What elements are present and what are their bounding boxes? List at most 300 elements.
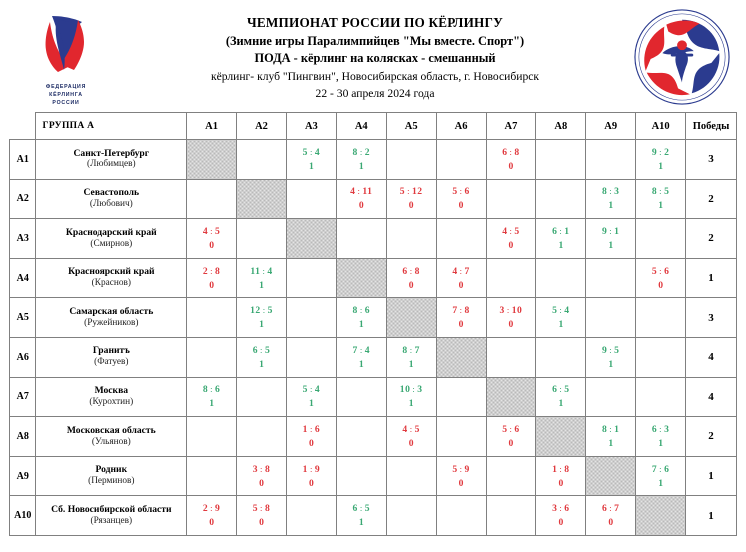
federation-line-2: КЁРЛИНГА — [49, 91, 83, 98]
table-row — [10, 496, 737, 536]
score-for: 6 — [352, 503, 358, 515]
score-line — [203, 266, 220, 277]
match-points: 1 — [658, 477, 664, 489]
team-code: A2 — [10, 179, 36, 219]
team-code: A8 — [10, 417, 36, 457]
match-points: 1 — [259, 279, 264, 291]
match-result-cell — [386, 337, 436, 377]
match-points: 0 — [458, 200, 464, 212]
score-for: 4 — [402, 423, 408, 435]
score-against: 6 — [215, 384, 221, 396]
match-result — [237, 266, 286, 291]
score-against: 2 — [664, 146, 670, 158]
empty-match-cell — [436, 140, 486, 180]
score-against: 8 — [264, 503, 271, 515]
score-line — [552, 384, 569, 395]
match-points: 0 — [508, 239, 514, 251]
empty-match-cell — [486, 179, 536, 219]
team-name: Гранитъ — [92, 345, 130, 357]
match-result-cell — [486, 417, 536, 457]
match-result-cell — [336, 298, 386, 338]
match-result-cell — [536, 496, 586, 536]
match-result-cell — [586, 219, 636, 259]
match-result — [287, 464, 336, 489]
match-points: 1 — [358, 319, 364, 331]
score-line — [602, 424, 619, 435]
match-points: 0 — [209, 279, 214, 291]
group-a-results-table — [9, 112, 737, 536]
score-against: 6 — [364, 305, 371, 317]
match-result — [437, 305, 486, 330]
match-result — [337, 186, 386, 211]
score-for: 4 — [350, 186, 356, 198]
score-line — [602, 503, 619, 514]
score-against: 9 — [464, 463, 470, 475]
score-line — [502, 424, 519, 435]
empty-match-cell — [286, 298, 336, 338]
match-points: 0 — [259, 477, 264, 489]
diagonal-blocked-cell — [187, 140, 237, 180]
score-for: 5 — [452, 463, 458, 475]
score-separator: : — [609, 186, 613, 197]
team-name: Самарская область — [69, 305, 154, 317]
match-result-cell — [536, 377, 586, 417]
match-result — [586, 345, 635, 370]
column-header-a10: A10 — [636, 113, 686, 140]
match-points: 0 — [358, 200, 364, 212]
match-points: 0 — [458, 477, 464, 489]
score-against: 5 — [364, 503, 371, 515]
match-result-cell — [636, 417, 686, 457]
match-result — [337, 345, 386, 370]
match-result — [237, 503, 286, 528]
match-result — [487, 305, 536, 330]
match-result — [337, 147, 386, 172]
table-row — [10, 337, 737, 377]
column-header-wins: Победы — [686, 113, 737, 140]
wins-count: 3 — [686, 140, 737, 180]
empty-match-cell — [187, 179, 237, 219]
match-result-cell — [486, 140, 536, 180]
score-for: 7 — [651, 463, 658, 475]
empty-match-cell — [586, 258, 636, 298]
score-against: 8 — [464, 305, 470, 317]
team-name: Красноярский край — [68, 266, 155, 278]
match-points: 1 — [658, 200, 664, 212]
score-against: 1 — [564, 225, 570, 237]
diagonal-blocked-cell — [436, 337, 486, 377]
match-result-cell — [237, 337, 287, 377]
score-separator: : — [559, 503, 563, 514]
table-row — [10, 140, 737, 180]
score-line — [203, 384, 220, 395]
score-separator: : — [659, 186, 663, 197]
table-row — [10, 298, 737, 338]
score-separator: : — [609, 423, 613, 434]
team-cell — [36, 417, 187, 457]
match-points: 0 — [558, 517, 564, 529]
championship-title: ЧЕМПИОНАТ РОССИИ ПО КЁРЛИНГУ — [247, 15, 503, 30]
column-header-a9: A9 — [586, 113, 636, 140]
score-separator: : — [210, 265, 214, 276]
diagonal-blocked-cell — [536, 417, 586, 457]
match-points: 0 — [508, 160, 514, 172]
paralympic-winter-games-logo — [618, 4, 746, 106]
empty-match-cell — [286, 337, 336, 377]
score-line — [402, 266, 419, 277]
match-result-cell — [237, 298, 287, 338]
match-result — [536, 226, 585, 251]
venue-line: кёрлинг- клуб "Пингвин", Новосибирская область, г. Новосибирск — [210, 69, 540, 83]
score-line — [452, 464, 469, 475]
match-result-cell — [386, 417, 436, 457]
team-cell — [36, 496, 187, 536]
score-against: 5 — [215, 225, 221, 237]
team-skip: (Любимцев) — [87, 159, 136, 170]
score-for: 9 — [601, 225, 608, 237]
score-against: 7 — [414, 344, 420, 356]
column-header-a3: A3 — [286, 113, 336, 140]
match-result — [387, 345, 436, 370]
match-result — [187, 266, 236, 291]
empty-match-cell — [386, 456, 436, 496]
match-result-cell — [336, 496, 386, 536]
score-separator: : — [359, 305, 363, 316]
score-line — [652, 186, 669, 197]
score-against: 4 — [364, 344, 371, 356]
team-cell — [36, 456, 187, 496]
team-cell — [36, 219, 187, 259]
team-name: Севастополь — [83, 187, 140, 199]
match-points: 0 — [558, 477, 564, 489]
score-separator: : — [309, 463, 313, 474]
empty-match-cell — [386, 140, 436, 180]
match-result-cell — [486, 219, 536, 259]
team-skip: (Краснов) — [91, 278, 131, 289]
score-for: 9 — [651, 146, 658, 158]
team-code: A3 — [10, 219, 36, 259]
match-result — [487, 147, 536, 172]
match-result-cell — [436, 456, 486, 496]
score-against: 2 — [364, 146, 371, 158]
match-result-cell — [336, 337, 386, 377]
score-separator: : — [260, 463, 263, 474]
score-separator: : — [359, 503, 363, 514]
match-points: 1 — [259, 358, 264, 370]
score-against: 9 — [215, 503, 221, 515]
match-result — [636, 424, 685, 449]
score-for: 4 — [202, 225, 209, 237]
score-line — [652, 424, 669, 435]
empty-match-cell — [187, 337, 237, 377]
match-result-cell — [636, 140, 686, 180]
score-separator: : — [659, 265, 663, 276]
match-result — [487, 226, 536, 251]
match-points: 1 — [209, 398, 214, 410]
empty-match-cell — [436, 496, 486, 536]
discipline-line: ПОДА - кёрлинг на колясках - смешанный — [254, 51, 496, 66]
match-points: 1 — [608, 200, 614, 212]
score-line — [250, 305, 273, 316]
empty-match-cell — [536, 140, 586, 180]
score-against: 6 — [664, 265, 670, 277]
match-result — [586, 503, 635, 528]
column-header-a4: A4 — [336, 113, 386, 140]
match-points: 1 — [408, 358, 414, 370]
empty-match-cell — [636, 337, 686, 377]
match-result-cell — [187, 258, 237, 298]
match-result-cell — [436, 298, 486, 338]
match-points: 1 — [608, 239, 614, 251]
score-for: 5 — [302, 384, 308, 396]
federation-line-1: ФЕДЕРАЦИЯ — [45, 84, 87, 90]
match-points: 0 — [608, 517, 614, 529]
score-for: 6 — [502, 146, 508, 158]
team-skip: (Ульянов) — [91, 436, 131, 447]
score-line — [303, 147, 320, 158]
score-separator: : — [262, 305, 266, 316]
score-against: 5 — [564, 384, 570, 396]
match-result — [287, 384, 336, 409]
match-result-cell — [187, 496, 237, 536]
match-result — [337, 305, 386, 330]
match-result-cell — [586, 417, 636, 457]
match-points: 0 — [658, 279, 664, 291]
match-result — [387, 424, 436, 449]
team-skip: (Любович) — [89, 199, 133, 210]
empty-match-cell — [237, 417, 287, 457]
diagonal-blocked-cell — [636, 496, 686, 536]
score-against: 6 — [514, 423, 520, 435]
table-row — [10, 377, 737, 417]
score-for: 5 — [252, 503, 259, 515]
match-result — [237, 345, 286, 370]
score-line — [602, 186, 619, 197]
team-cell — [36, 298, 187, 338]
empty-match-cell — [586, 377, 636, 417]
match-result — [287, 147, 336, 172]
score-for: 6 — [402, 265, 408, 277]
match-result-cell — [636, 456, 686, 496]
match-result-cell — [187, 219, 237, 259]
score-for: 4 — [502, 225, 508, 237]
empty-match-cell — [336, 219, 386, 259]
score-against: 3 — [614, 186, 620, 198]
diagonal-blocked-cell — [336, 258, 386, 298]
match-points: 1 — [658, 160, 664, 172]
score-separator: : — [609, 503, 613, 514]
score-against: 6 — [664, 463, 670, 475]
score-separator: : — [559, 225, 563, 236]
empty-match-cell — [486, 337, 536, 377]
table-row — [10, 417, 737, 457]
match-result-cell — [536, 219, 586, 259]
score-separator: : — [509, 146, 513, 157]
match-result-cell — [386, 377, 436, 417]
match-points: 1 — [558, 398, 564, 410]
score-for: 9 — [601, 344, 608, 356]
score-line — [502, 147, 519, 158]
match-points: 1 — [259, 319, 264, 331]
team-name: Московская область — [66, 424, 156, 436]
match-result-cell — [386, 258, 436, 298]
score-for: 5 — [452, 186, 458, 198]
empty-match-cell — [486, 496, 536, 536]
empty-match-cell — [436, 219, 486, 259]
score-for: 5 — [502, 423, 508, 435]
wins-count: 4 — [686, 377, 737, 417]
score-line — [652, 464, 669, 475]
match-points: 0 — [209, 517, 214, 529]
match-result-cell — [486, 298, 536, 338]
score-line — [303, 464, 320, 475]
empty-match-cell — [237, 219, 287, 259]
match-result — [536, 384, 585, 409]
match-result-cell — [336, 179, 386, 219]
score-separator: : — [309, 423, 313, 434]
event-title-block — [132, 4, 618, 103]
score-against: 3 — [664, 423, 670, 435]
match-result-cell — [586, 496, 636, 536]
score-against: 9 — [314, 463, 321, 475]
score-for: 6 — [552, 384, 558, 396]
score-separator: : — [359, 344, 363, 355]
score-separator: : — [609, 225, 613, 236]
score-separator: : — [210, 384, 214, 395]
match-result-cell — [237, 456, 287, 496]
score-separator: : — [409, 423, 413, 434]
score-against: 6 — [464, 186, 470, 198]
diagonal-blocked-cell — [586, 456, 636, 496]
group-label-header: ГРУППА А — [36, 113, 187, 140]
score-line — [203, 503, 220, 514]
score-line — [400, 186, 423, 197]
score-line — [552, 464, 569, 475]
score-separator: : — [210, 225, 214, 236]
score-for: 1 — [302, 423, 308, 435]
score-line — [303, 384, 320, 395]
wins-count: 1 — [686, 456, 737, 496]
team-name: Сб. Новосибирской области — [51, 503, 172, 515]
team-name: Краснодарский край — [65, 226, 157, 238]
score-separator: : — [459, 186, 463, 197]
match-result — [636, 147, 685, 172]
empty-match-cell — [586, 140, 636, 180]
match-result-cell — [286, 140, 336, 180]
empty-match-cell — [486, 456, 536, 496]
empty-match-cell — [336, 377, 386, 417]
match-points: 0 — [209, 239, 214, 251]
federation-line-3: РОССИИ — [52, 99, 80, 106]
score-for: 8 — [601, 423, 608, 435]
score-line — [552, 305, 569, 316]
score-for: 4 — [452, 265, 458, 277]
score-against: 3 — [417, 384, 423, 396]
match-result-cell — [536, 456, 586, 496]
match-points: 0 — [408, 437, 414, 449]
team-code: A5 — [10, 298, 36, 338]
score-for: 1 — [302, 463, 308, 475]
team-code: A9 — [10, 456, 36, 496]
score-for: 11 — [250, 265, 261, 277]
score-line — [652, 266, 669, 277]
score-for: 10 — [399, 384, 411, 396]
match-result — [636, 186, 685, 211]
match-result — [287, 424, 336, 449]
score-for: 2 — [202, 503, 209, 515]
score-for: 6 — [252, 344, 259, 356]
score-line — [500, 305, 523, 316]
match-result — [237, 464, 286, 489]
team-cell — [36, 179, 187, 219]
score-for: 8 — [651, 186, 658, 198]
match-result-cell — [286, 456, 336, 496]
score-for: 5 — [552, 305, 558, 317]
score-separator: : — [407, 186, 410, 197]
score-separator: : — [357, 186, 361, 197]
score-separator: : — [659, 146, 663, 157]
match-result-cell — [636, 179, 686, 219]
match-result-cell — [187, 377, 237, 417]
empty-match-cell — [336, 456, 386, 496]
score-for: 3 — [252, 463, 259, 475]
score-line — [353, 305, 370, 316]
match-result-cell — [436, 179, 486, 219]
table-row — [10, 456, 737, 496]
score-line — [452, 305, 469, 316]
team-cell — [36, 337, 187, 377]
score-for: 8 — [352, 305, 358, 317]
team-code: A4 — [10, 258, 36, 298]
score-for: 3 — [552, 503, 558, 515]
match-points: 1 — [358, 160, 364, 172]
score-line — [552, 503, 569, 514]
score-separator: : — [559, 463, 563, 474]
score-line — [602, 226, 619, 237]
match-points: 0 — [508, 319, 514, 331]
score-line — [250, 266, 272, 277]
score-for: 12 — [250, 305, 261, 317]
score-for: 1 — [552, 463, 558, 475]
empty-match-cell — [536, 258, 586, 298]
match-result-cell — [436, 258, 486, 298]
score-for: 8 — [601, 186, 608, 198]
column-header-a8: A8 — [536, 113, 586, 140]
team-name: Санкт-Петербург — [73, 147, 150, 159]
table-body — [10, 140, 737, 536]
team-code: A1 — [10, 140, 36, 180]
table-row — [10, 219, 737, 259]
empty-match-cell — [187, 417, 237, 457]
empty-match-cell — [536, 337, 586, 377]
score-against: 8 — [414, 265, 420, 277]
score-against: 1 — [614, 423, 620, 435]
score-separator: : — [659, 423, 663, 434]
empty-match-cell — [286, 496, 336, 536]
match-result — [387, 266, 436, 291]
match-result — [337, 503, 386, 528]
score-against: 8 — [264, 463, 271, 475]
score-line — [552, 226, 569, 237]
score-against: 6 — [564, 503, 570, 515]
team-skip: (Рязанцев) — [90, 515, 133, 526]
score-separator: : — [412, 384, 416, 395]
match-result — [586, 186, 635, 211]
score-line — [253, 464, 270, 475]
score-line — [452, 266, 469, 277]
score-separator: : — [409, 265, 413, 276]
match-result — [237, 305, 286, 330]
